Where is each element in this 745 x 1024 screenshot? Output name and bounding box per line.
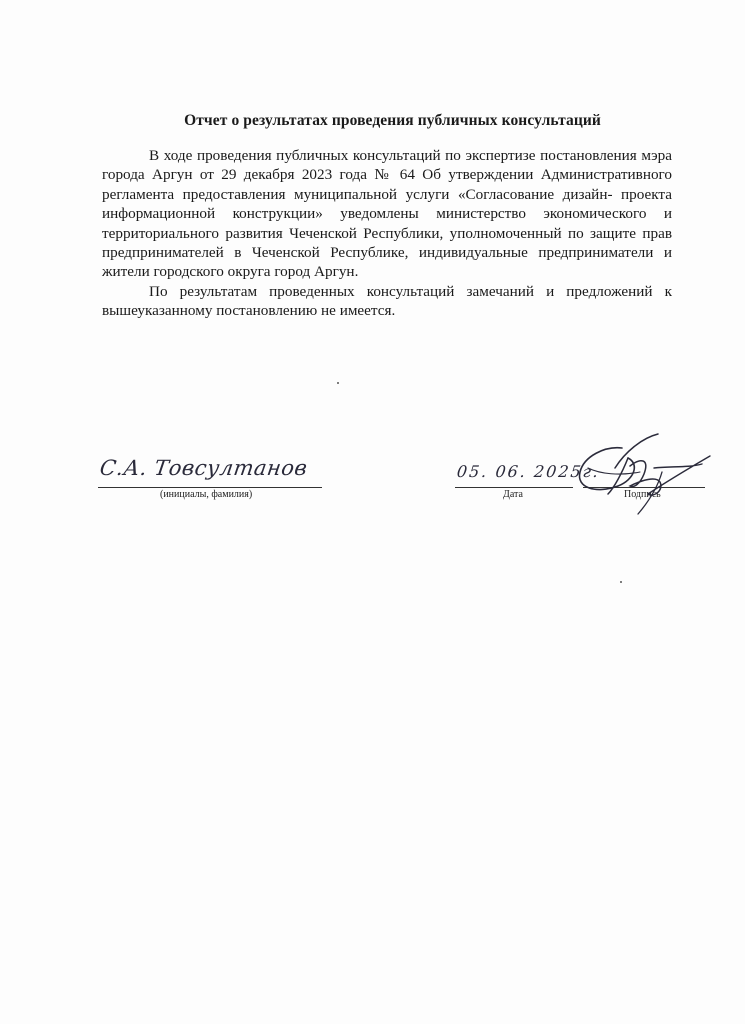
paragraph-results: По результатам проведенных консультаций замечаний и предложений к вышеуказанному постановлению не имеется. (102, 282, 672, 320)
handwritten-date: 05. 06. 2025г. (456, 462, 601, 481)
handwritten-signature-image (570, 428, 720, 520)
name-caption: (инициалы, фамилия) (160, 489, 253, 500)
date-caption: Дата (503, 489, 523, 500)
handwritten-name: С.А. Товсултанов (98, 456, 310, 480)
signature-caption: Подпись (624, 489, 661, 500)
date-line (455, 487, 573, 488)
paragraph-consultation-details: В ходе проведения публичных консультаций по экспертизе постановления мэра города Аргун от 29 декабря 2023 года № 64 Об утверждении Административного регламента предоставления муниципальной услуги «Согласование дизайн- проекта информационной конструкции» уведомлены министерство экономического и территориального развития Чеченской Республики, уполномоченный по защите прав предпринимателей в Чеченской Республике, индивидуальные предприниматели и жители городского округа город Аргун. (102, 147, 672, 281)
name-line (98, 487, 322, 488)
document-title: Отчет о результатах проведения публичных консультаций (184, 112, 601, 129)
